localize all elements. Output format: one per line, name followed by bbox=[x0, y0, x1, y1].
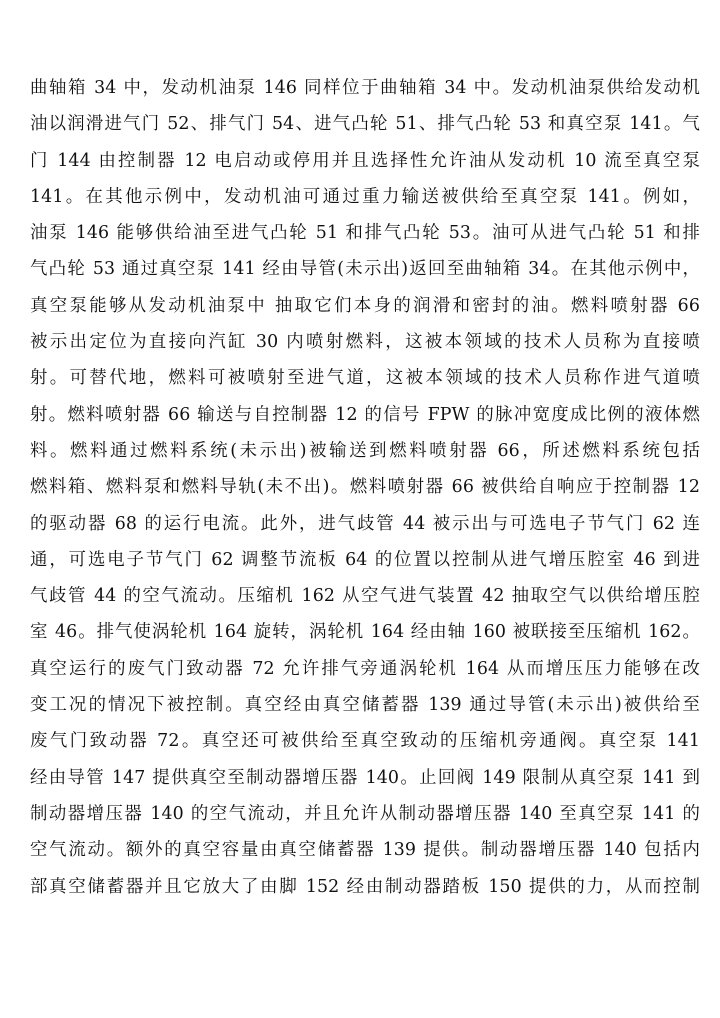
text-line: 气歧管 44 的空气流动。压缩机 162 从空气进气装置 42 抽取空气以供给增压腔 bbox=[30, 586, 700, 607]
text-line: 室 46。排气使涡轮机 164 旋转，涡轮机 164 经由轴 160 被联接至压缩机 162。 bbox=[30, 622, 700, 643]
text-line: 废气门致动器 72。真空还可被供给至真空致动的压缩机旁通阀。真空泵 141 bbox=[30, 731, 700, 752]
text-line: 制动器增压器 140 的空气流动，并且允许从制动器增压器 140 至真空泵 141 的 bbox=[30, 803, 700, 824]
text-line: 射。可替代地，燃料可被喷射至进气道，这被本领域的技术人员称作进气道喷 bbox=[30, 368, 700, 389]
text-line: 经由导管 147 提供真空至制动器增压器 140。止回阀 149 限制从真空泵 141 到 bbox=[30, 767, 700, 788]
text-line: 燃料箱、燃料泵和燃料导轨(未不出)。燃料喷射器 66 被供给自响应于控制器 12 bbox=[30, 477, 700, 498]
body-text bbox=[30, 70, 700, 905]
text-line: 门 144 由控制器 12 电启动或停用并且选择性允许油从发动机 10 流至真空泵 bbox=[30, 150, 700, 171]
text-line: 料。燃料通过燃料系统(未示出)被输送到燃料喷射器 66，所述燃料系统包括 bbox=[30, 440, 700, 461]
text-line: 141。在其他示例中，发动机油可通过重力输送被供给至真空泵 141。例如， bbox=[30, 186, 700, 207]
text-line: 空气流动。额外的真空容量由真空储蓄器 139 提供。制动器增压器 140 包括内 bbox=[30, 840, 700, 861]
text-line: 油泵 146 能够供给油至进气凸轮 51 和排气凸轮 53。油可从进气凸轮 51 和排 bbox=[30, 223, 700, 244]
text-line: 通，可选电子节气门 62 调整节流板 64 的位置以控制从进气增压腔室 46 到进 bbox=[30, 549, 700, 570]
text-line: 气凸轮 53 通过真空泵 141 经由导管(未示出)返回至曲轴箱 34。在其他示例中， bbox=[30, 259, 700, 280]
text-line: 部真空储蓄器并且它放大了由脚 152 经由制动器踏板 150 提供的力，从而控制 bbox=[30, 876, 700, 897]
text-line: 曲轴箱 34 中，发动机油泵 146 同样位于曲轴箱 34 中。发动机油泵供给发动机 bbox=[30, 78, 700, 98]
text-line: 油以润滑进气门 52、排气门 54、进气凸轮 51、排气凸轮 53 和真空泵 141。气 bbox=[30, 114, 700, 135]
text-line: 变工况的情况下被控制。真空经由真空储蓄器 139 通过导管(未示出)被供给至 bbox=[30, 695, 700, 716]
text-line: 被示出定位为直接向汽缸 30 内喷射燃料，这被本领域的技术人员称为直接喷 bbox=[30, 332, 700, 353]
text-line: 射。燃料喷射器 66 输送与自控制器 12 的信号 FPW 的脉冲宽度成比例的液体燃 bbox=[30, 404, 700, 425]
text-line: 真空泵能够从发动机油泵中 抽取它们本身的润滑和密封的油。燃料喷射器 66 bbox=[30, 295, 700, 316]
text-line: 真空运行的废气门致动器 72 允许排气旁通涡轮机 164 从而增压压力能够在改 bbox=[30, 658, 700, 679]
text-line: 的驱动器 68 的运行电流。此外，进气歧管 44 被示出与可选电子节气门 62 连 bbox=[30, 513, 700, 534]
